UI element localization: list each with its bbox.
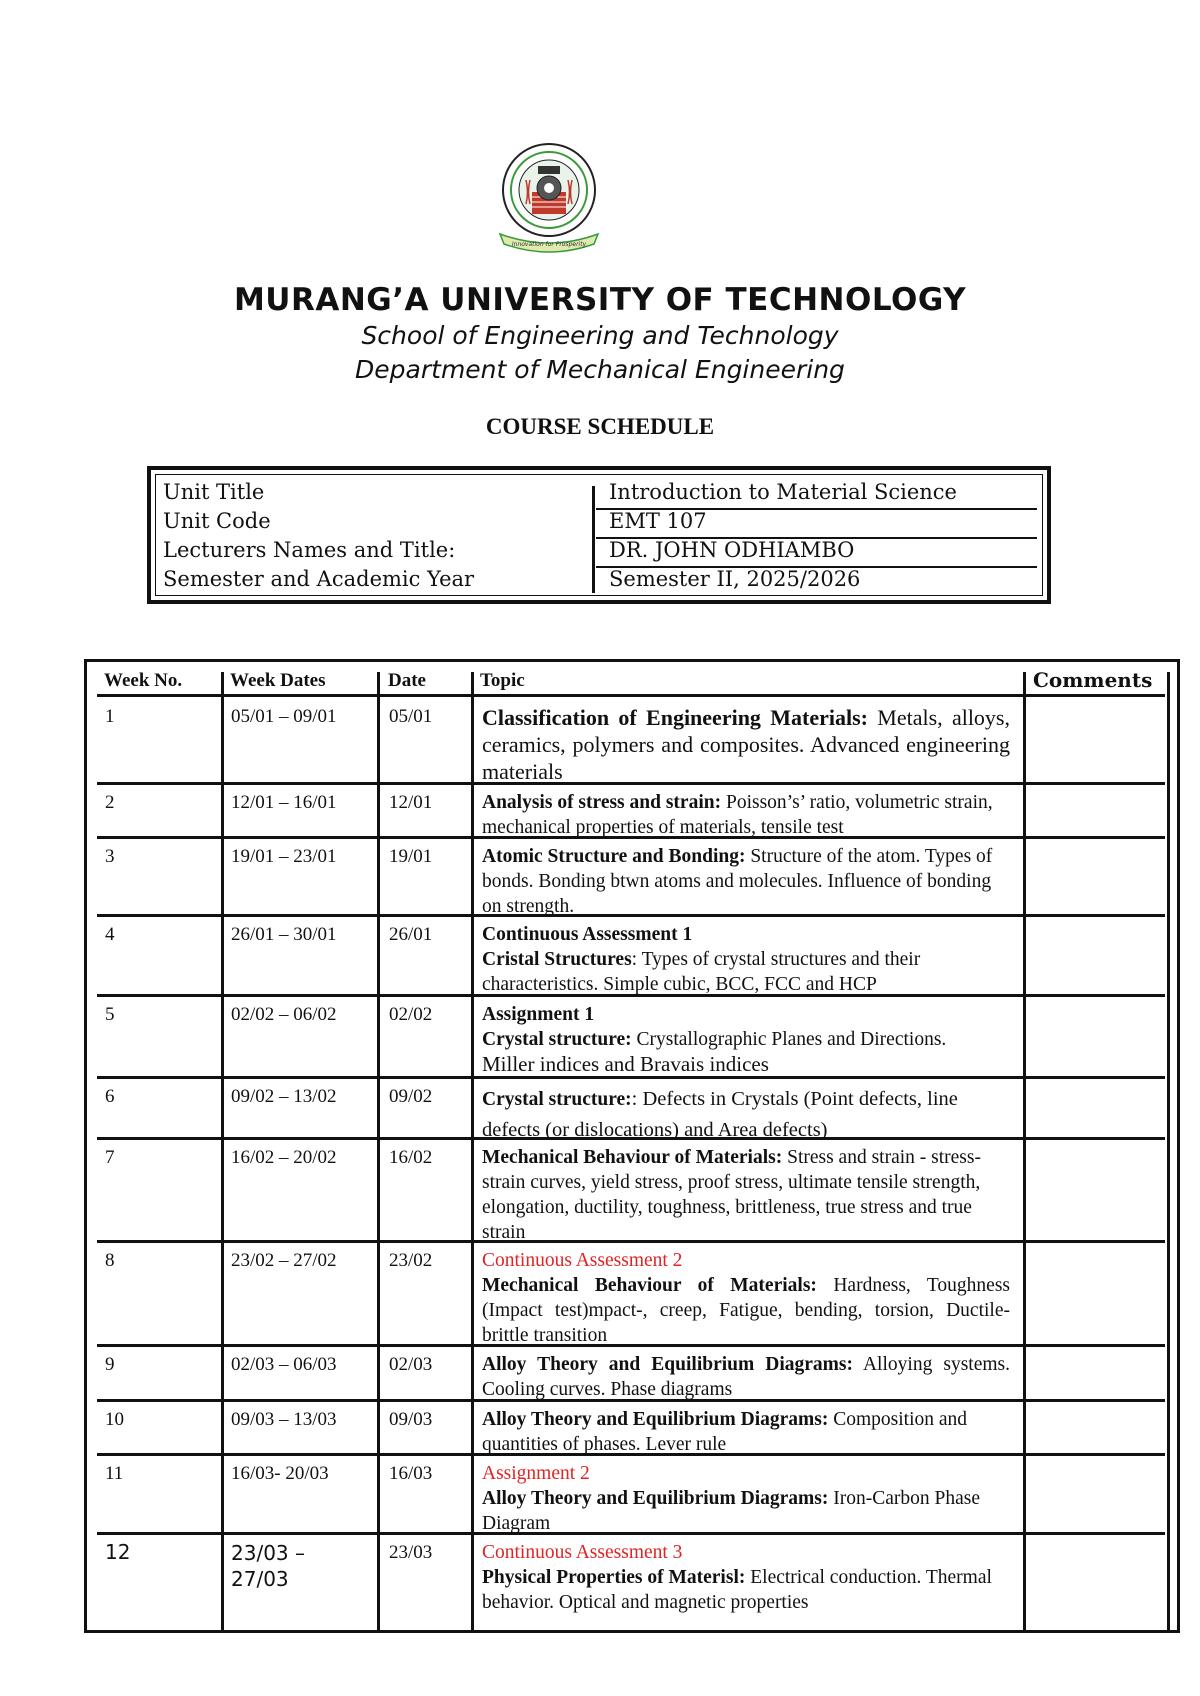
week-no: 10 <box>105 1409 124 1430</box>
topic-text: : Types of crystal structures and their characteristics. Simple cubic, BCC, FCC and HCP <box>482 949 921 995</box>
column-divider <box>1167 672 1170 1630</box>
topic-text: Composition and quantities of phases. Lever rule <box>482 1409 968 1455</box>
topic <box>482 790 1010 840</box>
topic-heading: Atomic Structure and Bonding: <box>482 846 746 867</box>
header-topic: Topic <box>480 670 525 691</box>
topic <box>482 1352 1010 1402</box>
week-no: 1 <box>105 706 115 727</box>
document-title: COURSE SCHEDULE <box>485 414 715 439</box>
topic-text: Iron-Carbon Phase Diagram <box>482 1488 980 1534</box>
topic <box>482 1540 1010 1615</box>
topic-text: : Defects in Crystals (Point defects, line defects (or dislocations) and Area defects) <box>482 1088 958 1141</box>
assignment-note: Assignment 2 <box>482 1463 590 1484</box>
week-dates: 26/01 – 30/01 <box>231 924 337 945</box>
svg-text:Innovation for Prosperity: Innovation for Prosperity <box>511 241 587 248</box>
lecturer-label: Lecturers Names and Title: <box>163 538 456 562</box>
header-date: Date <box>388 670 426 691</box>
unit-code-label: Unit Code <box>163 509 271 533</box>
topic <box>482 704 1010 785</box>
semester-row <box>163 567 1035 595</box>
date: 05/01 <box>389 706 433 727</box>
unit-info-box <box>147 466 1051 604</box>
assignment-note: Assignment 1 <box>482 1004 595 1025</box>
topic-text: Electrical conduction. Thermal behavior. Optical and magnetic properties <box>482 1567 992 1613</box>
topic-text: Stress and strain - stress-strain curves, yield stress, proof stress, ultimate tensile strength, elongation, ductility, toughness, brittleness, true stress and true strain <box>482 1147 981 1243</box>
week-dates: 23/03 – 27/03 <box>231 1541 305 1591</box>
date: 09/03 <box>389 1409 433 1430</box>
topic-text: Crystallographic Planes and Directions. <box>631 1029 947 1050</box>
topic-text: Hardness, Toughness (Impact test)mpact-, creep, Fatigue, bending, torsion, Ductile-brittle transition <box>482 1275 1010 1346</box>
semester-label: Semester and Academic Year <box>163 567 475 591</box>
row-divider <box>97 694 1165 697</box>
date: 26/01 <box>389 924 433 945</box>
column-divider <box>471 672 474 1630</box>
unit-title-label: Unit Title <box>163 480 265 504</box>
assessment-note: Continuous Assessment 3 <box>482 1542 683 1563</box>
topic <box>482 1248 1010 1348</box>
week-dates: 16/03- 20/03 <box>231 1463 329 1484</box>
week-dates: 02/03 – 06/03 <box>231 1354 337 1375</box>
assessment-note: Continuous Assessment 1 <box>482 924 693 945</box>
week-no: 7 <box>105 1147 115 1168</box>
week-dates: 09/02 – 13/02 <box>231 1086 337 1107</box>
header-comments: Comments <box>1033 668 1153 692</box>
week-dates: 05/01 – 09/01 <box>231 706 337 727</box>
university-logo <box>486 140 612 256</box>
topic-heading: Crystal structure: <box>482 1029 632 1050</box>
topic-heading: Physical Properties of Materisl: <box>482 1567 746 1588</box>
assessment-note: Continuous Assessment 2 <box>482 1250 683 1271</box>
column-divider <box>1023 672 1026 1630</box>
schedule-table <box>84 659 1180 1633</box>
topic <box>482 922 1010 997</box>
week-dates: 09/03 – 13/03 <box>231 1409 337 1430</box>
topic <box>482 1145 1010 1245</box>
date: 12/01 <box>389 792 433 813</box>
week-no: 11 <box>105 1463 124 1484</box>
week-no: 4 <box>105 924 115 945</box>
week-no: 12 <box>105 1540 131 1564</box>
lecturer-value: DR. JOHN ODHIAMBO <box>609 538 855 562</box>
topic-heading: Classification of Engineering Materials: <box>482 705 868 730</box>
date: 23/02 <box>389 1250 433 1271</box>
column-divider <box>377 672 380 1630</box>
topic-text: Alloying systems. Cooling curves. Phase diagrams <box>482 1354 1010 1400</box>
topic <box>482 1407 1010 1457</box>
unit-code-row <box>163 509 1035 537</box>
date: 19/01 <box>389 846 433 867</box>
week-dates: 23/02 – 27/02 <box>231 1250 337 1271</box>
week-no: 3 <box>105 846 115 867</box>
topic-heading: Cristal Structures <box>482 949 632 970</box>
date: 09/02 <box>389 1086 433 1107</box>
week-dates: 19/01 – 23/01 <box>231 846 337 867</box>
week-no: 8 <box>105 1250 115 1271</box>
unit-code-value: EMT 107 <box>609 509 707 533</box>
unit-title-value: Introduction to Material Science <box>609 480 957 504</box>
week-no: 9 <box>105 1354 115 1375</box>
unit-title-row <box>163 480 1035 508</box>
date: 23/03 <box>389 1542 433 1563</box>
topic <box>482 1461 1010 1536</box>
topic-heading: Mechanical Behaviour of Materials: <box>482 1275 817 1296</box>
topic-heading: Analysis of stress and strain: <box>482 792 722 813</box>
topic-heading: Crystal structure: <box>482 1089 632 1110</box>
topic-heading: Alloy Theory and Equilibrium Diagrams: <box>482 1488 829 1509</box>
topic <box>482 1084 1010 1145</box>
week-no: 5 <box>105 1004 115 1025</box>
topic-text: Metals, alloys, ceramics, polymers and composites. Advanced engineering materials <box>482 705 1010 784</box>
topic-text: Poisson’s’ ratio, volumetric strain, mechanical properties of materials, tensile test <box>482 792 993 838</box>
week-dates: 02/02 – 06/02 <box>231 1004 337 1025</box>
lecturer-row <box>163 538 1035 566</box>
column-divider <box>221 672 224 1630</box>
week-dates: 16/02 – 20/02 <box>231 1147 337 1168</box>
topic-heading: Alloy Theory and Equilibrium Diagrams: <box>482 1354 854 1375</box>
university-name: MURANG’A UNIVERSITY OF TECHNOLOGY <box>233 282 967 318</box>
topic <box>482 1002 1010 1077</box>
date: 16/03 <box>389 1463 433 1484</box>
school-name: School of Engineering and Technology <box>361 321 839 350</box>
header-week-no: Week No. <box>104 670 183 691</box>
week-no: 2 <box>105 792 115 813</box>
topic-text: Structure of the atom. Types of bonds. Bonding btwn atoms and molecules. Influence of bonding on strength. <box>482 846 993 917</box>
week-no: 6 <box>105 1086 115 1107</box>
date: 02/02 <box>389 1004 433 1025</box>
topic <box>482 844 1010 919</box>
topic-heading: Mechanical Behaviour of Materials: <box>482 1147 783 1168</box>
topic-extra: Miller indices and Bravais indices <box>482 1052 769 1076</box>
topic-heading: Alloy Theory and Equilibrium Diagrams: <box>482 1409 829 1430</box>
semester-value: Semester II, 2025/2026 <box>609 567 861 591</box>
week-dates: 12/01 – 16/01 <box>231 792 337 813</box>
date: 16/02 <box>389 1147 433 1168</box>
department-name: Department of Mechanical Engineering <box>355 355 845 384</box>
header-week-dates: Week Dates <box>230 670 326 691</box>
date: 02/03 <box>389 1354 433 1375</box>
